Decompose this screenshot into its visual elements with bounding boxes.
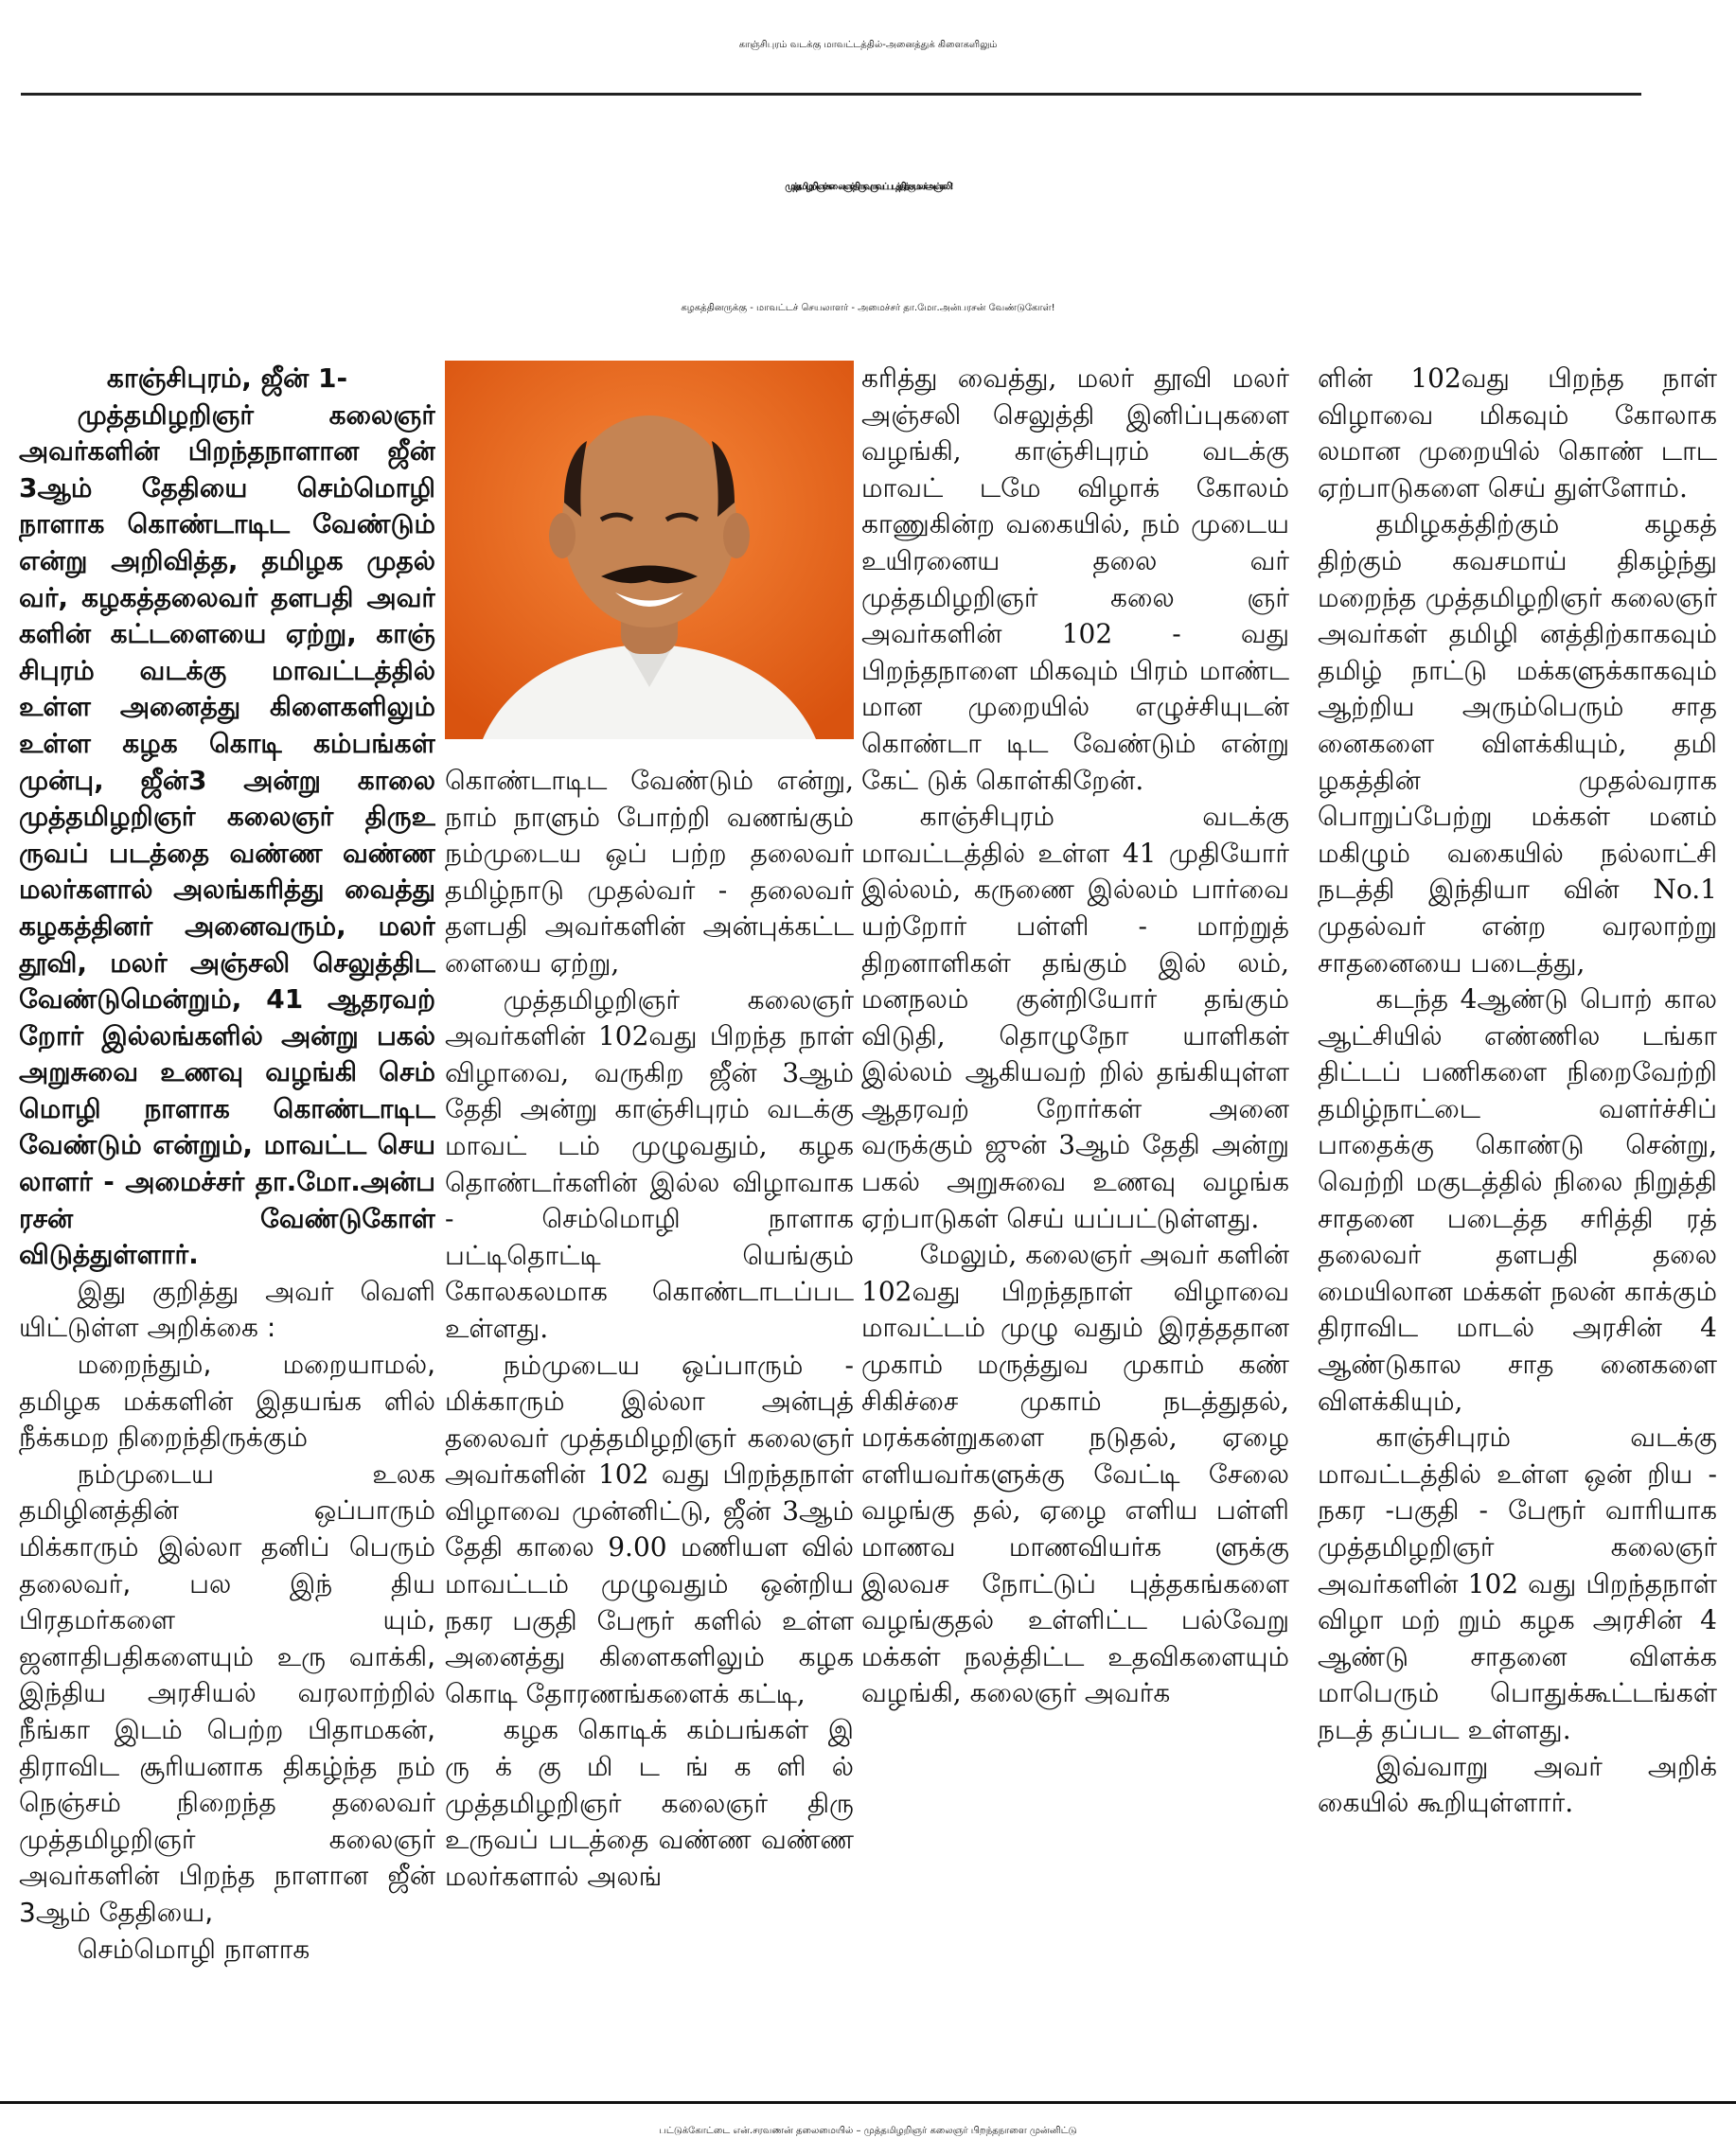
dateline-text: காஞ்சிபுரம், ஜீன் 1- <box>106 362 348 394</box>
col2-paragraph-2: முத்தமிழறிஞர் கலைஞர் அவர்களின் 102வது பிறந்த நாள் விழாவை, வருகிற ஜீன் 3ஆம் தேதி அன்று காஞ்சிபுரம் வடக்கு மாவட் டம் முழுவதும், கழக தொண்டர்களின் இல்ல விழாவாக - செம்மொழி நாளாக பட்டிதொட்டி யெங்கும் கோலகலமாக கொண்டாடப்பட உள்ளது. <box>445 983 854 1344</box>
dateline <box>19 361 435 398</box>
article-subhead: கழகத்தினருக்கு - மாவட்டச் செயலாளர் - அமைச்சர் தா.மோ.அன்பரசன் வேண்டுகோள்! <box>681 303 1055 313</box>
col2-paragraph-4: கழக கொடிக் கம்பங்கள் இ ரு க் கு மி ட ங் க ளி ல் முத்தமிழறிஞர் கலைஞர் திரு உருவப் படத்தை வண்ண வண்ண மலர்களால் அலங் <box>445 1714 854 1892</box>
col1-paragraph-2: இது குறித்து அவர் வெளி யிட்டுள்ள அறிக்கை : <box>19 1275 435 1344</box>
col4-paragraph-2: தமிழகத்திற்கும் கழகத் திற்கும் கவசமாய் திகழ்ந்து மறைந்த முத்தமிழறிஞர் கலைஞர் அவர்கள் தமிழி னத்திற்காகவும் தமிழ் நாட்டு மக்களுக்காகவும் ஆற்றிய அரும்பெரும் சாத னைகளை விளக்கியும், தமி ழகத்தின் முதல்வராக பொறுப்பேற்று மக்கள் மனம் மகிழும் வகையில் நல்லாட்சி நடத்தி இந்தியா வின் No.1 முதல்வர் என்ற வரலாற்று சாதனையை படைத்து, <box>1318 508 1717 979</box>
col3-paragraph-1: கரித்து வைத்து, மலர் தூவி மலர் அஞ்சலி செலுத்தி இனிப்புகளை வழங்கி, காஞ்சிபுரம் வடக்கு மாவட் டமே விழாக் கோலம் காணுகின்ற வகையில், நம் முடைய உயிரனைய தலை வர் முத்தமிழறிஞர் கலை ஞர் அவர்களின் 102 - வது பிறந்தநாளை மிகவும் பிரம் மாண்ட மான முறையில் எழுச்சியுடன் கொண்டா டிட வேண்டும் என்று கேட் டுக் கொள்கிறேன். <box>861 362 1289 796</box>
col4-paragraph-3: கடந்த 4ஆண்டு பொற் கால ஆட்சியில் எண்ணில டங்கா திட்டப் பணிகளை நிறைவேற்றி தமிழ்நாட்டை வளர்ச்சிப் பாதைக்கு கொண்டு சென்று, வெற்றி மகுடத்தில் நிலை நிறுத்தி சாதனை படைத்த சரித்தி ரத் தலைவர் தளபதி தலை மையிலான மக்கள் நலன் காக்கும் திராவிட மாடல் அரசின் 4 ஆண்டுகால சாத னைகளை விளக்கியும், <box>1318 983 1717 1417</box>
article-column-1 <box>19 361 435 2074</box>
col3-paragraph-2: காஞ்சிபுரம் வடக்கு மாவட்டத்தில் உள்ள 41 முதியோர் இல்லம், கருணை இல்லம் பார்வை யற்றோர் பள்ளி - மாற்றுத் திறனாளிகள் தங்கும் இல் லம், மனநலம் குன்றியோர் தங்கும் விடுதி, தொழுநோ யாளிகள் இல்லம் ஆகியவற் றில் தங்கியுள்ள ஆதரவற் றோர்கள் அனை வருக்கும் ஜுன் 3ஆம் தேதி அன்று பகல் அறுசுவை உணவு வழங்க ஏற்பாடுகள் செய் யப்பட்டுள்ளது. <box>861 801 1289 1234</box>
col1-paragraph-3: மறைந்தும், மறையாமல், தமிழக மக்களின் இதயங்க ளில் நீக்கமற நிறைந்திருக்கும் <box>19 1349 435 1454</box>
col4-paragraph-1: ளின் 102வது பிறந்த நாள் விழாவை மிகவும் கோலாக லமான முறையில் கொண் டாட ஏற்பாடுகளை செய் துள்ளோம். <box>1318 362 1717 504</box>
col4-paragraph-5: இவ்வாறு அவர் அறிக் கையில் கூறியுள்ளார். <box>1318 1750 1717 1819</box>
col4-paragraph-4: காஞ்சிபுரம் வடக்கு மாவட்டத்தில் உள்ள ஒன் றிய - நகர -பகுதி - பேரூர் வாரியாக முத்தமிழறிஞர் கலைஞர் அவர்களின் 102 வது பிறந்தநாள் விழா மற் றும் கழக அரசின் 4 ஆண்டு சாதனை விளக்க மாபெரும் பொதுக்கூட்டங்கள் நடத் தப்பட உள்ளது. <box>1318 1422 1717 1745</box>
col2-paragraph-3: நம்முடைய ஒப்பாரும் - மிக்காரும் இல்லா அன்புத் தலைவர் முத்தமிழறிஞர் கலைஞர் அவர்களின் 102 வது பிறந்தநாள் விழாவை முன்னிட்டு, ஜீன் 3ஆம் தேதி காலை 9.00 மணியள வில் மாவட்டம் முழுவதும் ஒன்றிய நகர பகுதி பேரூர் களில் உள்ள அனைத்து கிளைகளிலும் கழக கொடி தோரணங்களைக் கட்டி, <box>445 1349 854 1709</box>
col3-paragraph-3: மேலும், கலைஞர் அவர் களின் 102வது பிறந்தநாள் விழாவை மாவட்டம் முழு வதும் இரத்ததான முகாம் மருத்துவ முகாம் கண் சிகிச்சை முகாம் நடத்துதல், மரக்கன்றுகளை நடுதல், ஏழை எளியவர்களுக்கு வேட்டி சேலை வழங்கு தல், ஏழை எளிய பள்ளி மாணவ மாணவியர்க ளுக்கு இலவச நோட்டுப் புத்தகங்களை வழங்குதல் உள்ளிட்ட பல்வேறு மக்கள் நலத்திட்ட உதவிகளையும் வழங்கி, கலைஞர் அவர்க <box>861 1239 1289 1709</box>
footer-divider <box>0 2101 1736 2104</box>
col1-paragraph-4: நம்முடைய உலக தமிழினத்தின் ஒப்பாரும் மிக்காரும் இல்லா தனிப் பெரும் தலைவர், பல இந் திய பிரதமர்களை யும், ஜனாதிபதிகளையும் உரு வாக்கி, இந்திய அரசியல் வரலாற்றில் நீங்கா இடம் பெற்ற பிதாமகன், திராவிட சூரியனாக திகழ்ந்த நம் நெஞ்சம் நிறைந்த தலைவர் முத்தமிழறிஞர் கலைஞர் அவர்களின் பிறந்த நாளான ஜீன் 3ஆம் தேதியை, <box>19 1458 435 1928</box>
article-column-2 <box>445 763 854 2069</box>
article-column-3 <box>861 361 1289 2074</box>
col1-paragraph-1: முத்தமிழறிஞர் கலைஞர் அவர்களின் பிறந்தநாளான ஜீன் 3ஆம் தேதியை செம்மொழி நாளாக கொண்டாடிட வேண்டும் என்று அறிவித்த, தமிழக முதல் வர், கழகத்தலைவர் தளபதி அவர் களின் கட்டளையை ஏற்று, காஞ் சிபுரம் வடக்கு மாவட்டத்தில் உள்ள அனைத்து கிளைகளிலும் உள்ள கழக கொடி கம்பங்கள் முன்பு, ஜீன்3 அன்று காலை முத்தமிழறிஞர் கலைஞர் திருஉ ருவப் படத்தை வண்ண வண்ண மலர்களால் அலங்கரித்து வைத்து கழகத்தினர் அனைவரும், மலர் தூவி, மலர் அஞ்சலி செலுத்திட வேண்டுமென்றும், 41 ஆதரவற் றோர் இல்லங்களில் அன்று பகல் அறுசுவை உணவு வழங்கி செம் மொழி நாளாக கொண்டாடிட வேண்டும் என்றும், மாவட்ட செய லாளர் - அமைச்சர் தா.மோ.அன்ப ரசன் வேண்டுகோள் விடுத்துள்ளார். <box>19 398 435 1271</box>
col1-paragraph-5: செம்மொழி நாளாக <box>77 1933 310 1965</box>
article-headline: முத்தமிழறிஞர் கலைஞர் திருவுருவப் படத்திற்கு மலர்அஞ்சலி! <box>785 182 951 192</box>
next-article-headline: பட்டுக்கோட்டை என்.சரவணன் தலைமையில் – முத்தமிழறிஞர் கலைஞர் பிறந்தநாளை முன்னிட்டு <box>659 2126 1077 2136</box>
article-column-4 <box>1318 361 1717 2074</box>
portrait-photo <box>445 361 854 739</box>
article-kicker: காஞ்சிபுரம் வடக்கு மாவட்டத்தில்-அனைத்துக் கிளைகளிலும் <box>738 40 998 50</box>
portrait-illustration <box>445 361 854 739</box>
col2-paragraph-1: கொண்டாடிட வேண்டும் என்று, நாம் நாளும் போற்றி வணங்கும் நம்முடைய ஒப் பற்ற தலைவர் தமிழ்நாடு முதல்வர் - தலைவர் தளபதி அவர்களின் அன்புக்கட்ட ளையை ஏற்று, <box>445 765 854 979</box>
kicker-divider <box>21 93 1641 96</box>
